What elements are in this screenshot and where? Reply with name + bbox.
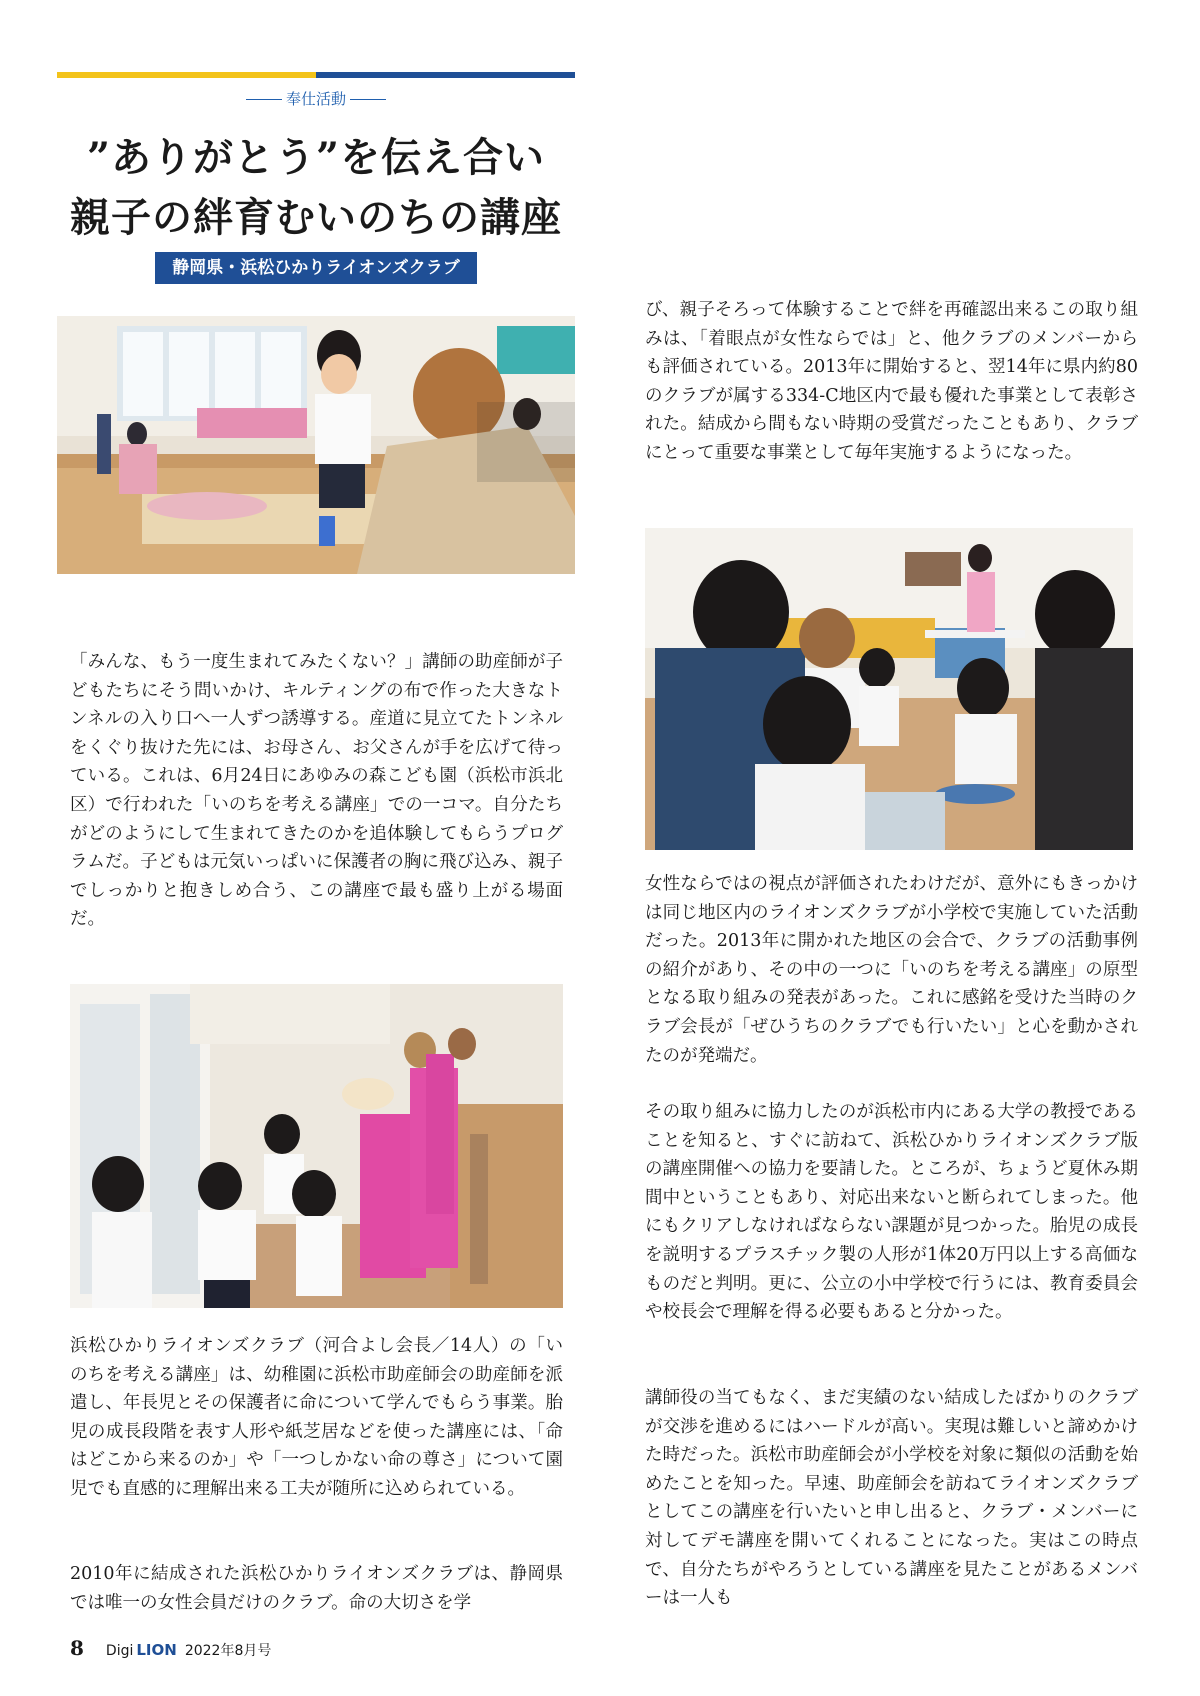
magazine-prefix: Digi <box>105 1643 134 1659</box>
photo-lecture <box>645 528 1133 850</box>
section-label <box>57 88 575 109</box>
left-para-2: 浜松ひかりライオンズクラブ（河合よし会長／14人）の「いのちを考える講座」は、幼稚園に浜松市助産師会の助産師を派遣し、年長児とその保護者に命について学んでもらう事業。胎児の成長段階を表す人形や紙芝居などを使った講座には、「命はどこから来るのか」や「一つしかない命の尊さ」について園児でも直感的に理解出来る工夫が随所に込められている。 <box>70 1336 563 1499</box>
right-para-3: その取り組みに協力したのが浜松市内にある大学の教授であることを知ると、すぐに訪ねて、浜松ひかりライオンズクラブ版の講座開催への協力を要請した。ところが、ちょうど夏休み期間中ということもあり、対応出来ないと断られてしまった。他にもクリアしなければならない課題が見つかった。胎児の成長を説明するプラスチック製の人形が1体20万円以上する高価なものだと判明。更に、公立の小中学校で行うには、教育委員会や校長会で理解を得る必要もあると分かった。 <box>645 1102 1138 1323</box>
article-title-line1: ”ありがとう”を伝え合い <box>86 134 545 181</box>
article-title-line2: 親子の絆育むいのちの講座 <box>70 194 562 241</box>
left-para-3: 2010年に結成された浜松ひかりライオンズクラブは、静岡県では唯一の女性会員だけのクラブ。命の大切さを学 <box>70 1564 563 1613</box>
page-footer <box>70 1636 271 1660</box>
page-number: 8 <box>70 1636 84 1660</box>
header-bar-yellow <box>57 72 316 78</box>
section-label-text: 奉仕活動 <box>285 90 346 108</box>
photo-children-line <box>70 984 563 1308</box>
section-label-rule-left <box>246 99 282 100</box>
left-para-1: 「みんな、もう一度生まれてみたくない？」講師の助産師が子どもたちにそう問いかけ、キルティングの布で作った大きなトンネルの入り口へ一人ずつ誘導する。産道に見立てたトンネルをくぐり抜けた先には、お母さん、お父さんが手を広げて待っている。これは、6月24日にあゆみの森こども園（浜松市浜北区）で行われた「いのちを考える講座」での一コマ。自分たちがどのようにして生まれてきたのかを追体験してもらうプログラムだ。子どもは元気いっぱいに保護者の胸に飛び込み、親子でしっかりと抱きしめ合う、この講座で最も盛り上がる場面だ。 <box>70 652 563 930</box>
right-para-1: び、親子そろって体験することで絆を再確認出来るこの取り組みは、「着眼点が女性ならでは」と、他クラブのメンバーからも評価されている。2013年に開始すると、翌14年に県内約80のクラブが属する334-C地区内で最も優れた事業として表彰された。結成から間もない時期の受賞だったこともあり、クラブにとって重要な事業として毎年実施するようになった。 <box>645 300 1138 463</box>
section-label-rule-right <box>350 99 386 100</box>
article-title <box>57 128 575 248</box>
club-name-banner: 静岡県・浜松ひかりライオンズクラブ <box>155 252 477 284</box>
right-para-4: 講師役の当てもなく、まだ実績のない結成したばかりのクラブが交渉を進めるにはハードルが高い。実現は難しいと諦めかけた時だった。浜松市助産師会が小学校を対象に類似の活動を始めたことを知った。早速、助産師会を訪ねてライオンズクラブとしてこの講座を行いたいと申し出ると、クラブ・メンバーに対してデモ講座を開いてくれることになった。実はこの時点で、自分たちがやろうとしている講座を見たことがあるメンバーは一人も <box>645 1388 1138 1609</box>
issue-date: 2022年8月号 <box>184 1643 272 1659</box>
header-color-bar <box>57 72 575 78</box>
magazine-name: LION <box>136 1641 177 1659</box>
right-para-2: 女性ならではの視点が評価されたわけだが、意外にもきっかけは同じ地区内のライオンズクラブが小学校で実施していた活動だった。2013年に開かれた地区の会合で、クラブの活動事例の紹介があり、その中の一つに「いのちを考える講座」の原型となる取り組みの発表があった。これに感銘を受けた当時のクラブ会長が「ぜひうちのクラブでも行いたい」と心を動かされたのが発端だ。 <box>645 874 1138 1066</box>
photo-tunnel-activity <box>57 316 575 574</box>
header-bar-blue <box>316 72 575 78</box>
